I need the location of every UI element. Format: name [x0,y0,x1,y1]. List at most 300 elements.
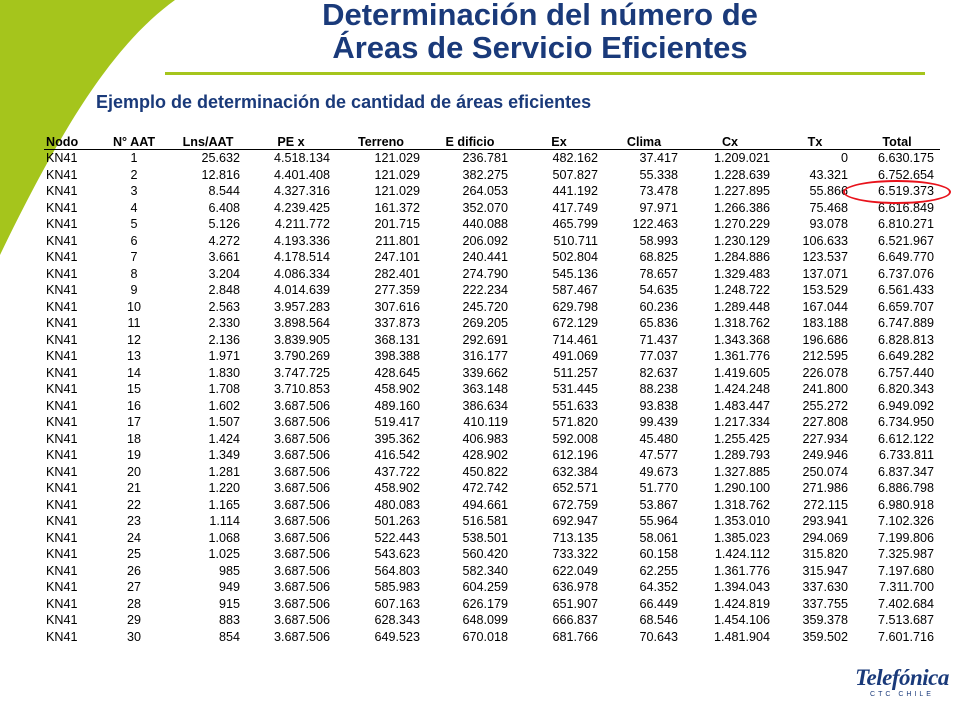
column-header: Clima [604,134,684,150]
table-cell: 55.338 [639,167,678,182]
title-underline [165,72,925,75]
table-cell: 183.188 [802,316,848,331]
table-cell: 8 [130,266,138,281]
table-cell: 73.478 [639,184,678,199]
table-cell: KN41 [46,316,78,331]
table-cell: 519.417 [374,415,420,430]
table-cell: 3.839.905 [273,332,330,347]
table-cell: KN41 [46,596,78,611]
table-cell: 733.322 [552,547,598,562]
table-cell: 58.993 [639,233,678,248]
table-cell: 206.092 [462,233,508,248]
table-cell: 5 [130,217,138,232]
table-row [44,398,940,415]
table-cell: 37.417 [639,151,678,166]
table-cell: 1.281 [208,464,240,479]
table-cell: 564.803 [374,563,420,578]
table-cell: KN41 [46,464,78,479]
table-cell: 337.630 [802,580,848,595]
table-cell: 30 [126,629,141,644]
table-cell: 4.518.134 [273,151,330,166]
table-cell: 651.907 [552,596,598,611]
table-cell: 1.481.904 [713,629,770,644]
table-cell: 1.228.639 [713,167,770,182]
table-cell: 58.061 [639,530,678,545]
table-cell: 6.649.770 [877,250,934,265]
table-cell: 592.008 [552,431,598,446]
table-cell: 93.838 [639,398,678,413]
table-cell: 494.661 [462,497,508,512]
table-cell: 626.179 [462,596,508,611]
table-cell: 6.757.440 [877,365,934,380]
table-cell: KN41 [46,250,78,265]
table-cell: KN41 [46,547,78,562]
column-header: Terreno [336,134,426,150]
table-cell: 16 [126,398,141,413]
table-cell: 649.523 [374,629,420,644]
table-cell: 3.790.269 [273,349,330,364]
table-cell: 282.401 [374,266,420,281]
table-cell: 7.311.700 [878,580,934,595]
table-cell: 3.687.506 [273,464,330,479]
telefonica-logo [852,666,952,698]
table-cell: 82.637 [639,365,678,380]
table-cell: KN41 [46,167,78,182]
table-cell: 1.394.043 [713,580,770,595]
column-header: PE x [246,134,336,150]
table-cell: 7.199.806 [877,530,934,545]
table-cell: KN41 [46,332,78,347]
table-row [44,315,940,332]
table-cell: 6.820.343 [877,382,934,397]
table-cell: 1.220 [208,481,240,496]
column-header: E dificio [426,134,514,150]
table-cell: 516.581 [462,514,508,529]
table-cell: 1.318.762 [713,497,770,512]
table-cell: 14 [126,365,141,380]
table-cell: 19 [126,448,141,463]
table-cell: KN41 [46,299,78,314]
table-cell: 4.327.316 [273,184,330,199]
table-row [44,150,940,167]
table-row [44,629,940,646]
table-row [44,464,940,481]
table-cell: 482.162 [552,151,598,166]
table-cell: KN41 [46,415,78,430]
table-cell: 43.321 [809,167,848,182]
table-cell: 240.441 [462,250,508,265]
table-cell: 359.378 [802,613,848,628]
table-cell: 1.385.023 [713,530,770,545]
table-cell: 6.828.813 [877,332,934,347]
table-cell: 121.029 [374,184,420,199]
table-cell: 670.018 [462,629,508,644]
table-cell: 211.801 [375,233,420,248]
table-cell: KN41 [46,481,78,496]
table-cell: 352.070 [462,200,508,215]
table-cell: 607.163 [374,596,420,611]
table-cell: 339.662 [462,365,508,380]
table-cell: 4.272 [208,233,240,248]
table-cell: 337.755 [802,596,848,611]
table-cell: 4.086.334 [273,266,330,281]
table-cell: 672.759 [552,497,598,512]
table-cell: 681.766 [552,629,598,644]
table-cell: KN41 [46,365,78,380]
table-cell: 12.816 [201,167,240,182]
table-row [44,167,940,184]
table-cell: 97.971 [639,200,678,215]
table-cell: 1.068 [208,530,240,545]
table-cell: 1.424.112 [714,547,770,562]
table-cell: 560.420 [462,547,508,562]
table-cell: 3.687.506 [273,448,330,463]
column-header: Tx [776,134,854,150]
table-cell: 2.136 [208,332,240,347]
table-cell: 410.119 [463,415,508,430]
table-cell: 18 [126,431,141,446]
table-cell: 4.239.425 [273,200,330,215]
table-cell: 269.205 [462,316,508,331]
table-cell: 666.837 [552,613,598,628]
table-cell: KN41 [46,530,78,545]
table-cell: 1.454.106 [713,613,770,628]
table-cell: 1.507 [208,415,240,430]
table-cell: 20 [126,464,141,479]
table-row [44,546,940,563]
table-cell: 70.643 [639,629,678,644]
table-cell: 538.501 [462,530,508,545]
table-cell: 636.978 [552,580,598,595]
table-cell: 6.949.092 [877,398,934,413]
table-cell: 854 [218,629,240,644]
table-cell: 3.687.506 [273,613,330,628]
table-row [44,596,940,613]
table-cell: 161.372 [374,200,420,215]
table-cell: 3.687.506 [273,398,330,413]
table-cell: KN41 [46,184,78,199]
table-cell: 949 [218,580,240,595]
table-cell: KN41 [46,283,78,298]
table-cell: 227.808 [802,415,848,430]
table-cell: 1 [130,151,138,166]
table-cell: 60.158 [639,547,678,562]
table-row [44,381,940,398]
table-row [44,183,940,200]
table-cell: 13 [126,349,141,364]
table-cell: 4.178.514 [273,250,330,265]
table-row [44,497,940,514]
table-cell: 64.352 [639,580,678,595]
table-cell: 1.266.386 [713,200,770,215]
table-cell: 3.687.506 [273,580,330,595]
table-cell: 3.687.506 [273,497,330,512]
table-cell: 1.248.722 [713,283,770,298]
table-cell: 1.284.886 [713,250,770,265]
table-cell: 1.290.100 [713,481,770,496]
table-cell: 440.088 [462,217,508,232]
table-cell: 1.318.762 [713,316,770,331]
table-row [44,579,940,596]
table-cell: 713.135 [552,530,598,545]
table-cell: 648.099 [462,613,508,628]
table-cell: 458.902 [374,481,420,496]
table-cell: 51.770 [639,481,678,496]
table-cell: KN41 [46,266,78,281]
table-cell: 883 [218,613,240,628]
table-cell: 510.711 [553,233,598,248]
table-cell: 49.673 [639,464,678,479]
table-cell: 337.873 [374,316,420,331]
table-cell: 571.820 [552,415,598,430]
table-cell: KN41 [46,382,78,397]
table-cell: KN41 [46,233,78,248]
table-cell: 1.025 [208,547,240,562]
logo-wordmark: Telefónica [855,665,949,690]
table-cell: 3.687.506 [273,431,330,446]
table-cell: 3 [130,184,138,199]
table-row [44,513,940,530]
table-cell: 502.804 [552,250,598,265]
highlight-circle [843,180,951,204]
table-cell: 1.424 [208,431,240,446]
table-cell: 277.359 [374,283,420,298]
table-cell: KN41 [46,613,78,628]
table-cell: 545.136 [552,266,598,281]
table-header-row [44,134,940,150]
table-cell: 3.661 [208,250,240,265]
table-cell: 1.424.248 [713,382,770,397]
table-cell: 88.238 [639,382,678,397]
table-cell: 245.720 [462,299,508,314]
table-cell: 6.616.849 [877,200,934,215]
table-cell: 196.686 [802,332,848,347]
table-cell: 6.408 [208,200,240,215]
table-cell: 398.388 [374,349,420,364]
table-cell: 7.102.326 [877,514,934,529]
cost-table [44,134,940,645]
table-row [44,216,940,233]
table-cell: 1.327.885 [713,464,770,479]
table-cell: 3.687.506 [273,547,330,562]
table-cell: 25.632 [201,151,240,166]
table-cell: 7.513.687 [877,613,934,628]
table-cell: KN41 [46,398,78,413]
table-cell: 428.645 [374,365,420,380]
table-cell: 212.595 [802,349,848,364]
table-cell: 465.799 [552,217,598,232]
table-cell: 3.957.283 [273,299,330,314]
table-cell: 1.343.368 [713,332,770,347]
table-cell: 531.445 [552,382,598,397]
subtitle: Ejemplo de determinación de cantidad de áreas eficientes [96,92,592,112]
table-row [44,233,940,250]
table-cell: 7 [130,250,138,265]
table-cell: 2.563 [208,299,240,314]
table-row [44,447,940,464]
table-cell: KN41 [46,431,78,446]
table-cell: 2.330 [208,316,240,331]
table-cell: 472.742 [462,481,508,496]
table-cell: 6.747.889 [877,316,934,331]
table-cell: 1.602 [208,398,240,413]
table-cell: 106.633 [802,233,848,248]
table-cell: 1.255.425 [713,431,770,446]
table-cell: 632.384 [552,464,598,479]
table-cell: 1.227.895 [713,184,770,199]
table-cell: 585.983 [374,580,420,595]
table-cell: 29 [126,613,141,628]
table-cell: 628.343 [374,613,420,628]
table-cell: 249.946 [802,448,848,463]
page-title [160,0,920,64]
table-row [44,530,940,547]
table-cell: KN41 [46,349,78,364]
table-cell: 315.820 [802,547,848,562]
table-cell: 1.329.483 [713,266,770,281]
table-cell: 1.424.819 [713,596,770,611]
table-cell: 2.848 [208,283,240,298]
table-cell: 6.630.175 [877,151,934,166]
table-cell: 3.710.853 [273,382,330,397]
table-cell: 65.836 [639,316,678,331]
table-cell: 22 [126,497,141,512]
table-cell: 985 [218,563,240,578]
table-row [44,414,940,431]
table-row [44,332,940,349]
column-header: Cx [684,134,776,150]
table-cell: 6.837.347 [877,464,934,479]
table-cell: 6.810.271 [877,217,934,232]
table-cell: KN41 [46,200,78,215]
table-cell: 11 [127,316,141,331]
table-cell: 3.687.506 [273,629,330,644]
table-cell: 274.790 [462,266,508,281]
table-cell: 359.502 [802,629,848,644]
table-cell: 226.078 [802,365,848,380]
table-cell: 1.209.021 [713,151,770,166]
table-cell: 417.749 [552,200,598,215]
table-cell: 272.115 [803,497,848,512]
table-cell: 5.126 [208,217,240,232]
table-cell: 406.983 [462,431,508,446]
table-cell: 3.687.506 [273,514,330,529]
table-row [44,480,940,497]
table-cell: 15 [126,382,141,397]
table-cell: 1.483.447 [713,398,770,413]
table-cell: 428.902 [462,448,508,463]
table-cell: 241.800 [802,382,848,397]
table-cell: 6.561.433 [877,283,934,298]
table-cell: 3.687.506 [273,530,330,545]
table-cell: 27 [126,580,141,595]
table-cell: 222.234 [462,283,508,298]
table-cell: 4.193.336 [273,233,330,248]
table-cell: 307.616 [374,299,420,314]
table-cell: 9 [130,283,138,298]
table-cell: 368.131 [374,332,420,347]
table-cell: 6.519.373 [877,184,934,199]
table-cell: 1.830 [208,365,240,380]
table-cell: KN41 [46,217,78,232]
table-cell: 382.275 [462,167,508,182]
table-row [44,431,940,448]
table-cell: 1.419.605 [713,365,770,380]
table-cell: 8.544 [208,184,240,199]
table-cell: 416.542 [374,448,420,463]
table-cell: 121.029 [374,151,420,166]
table-cell: 26 [126,563,141,578]
table-cell: 316.177 [462,349,508,364]
table-cell: 7.197.680 [877,563,934,578]
table-cell: KN41 [46,448,78,463]
table-row [44,365,940,382]
table-cell: 153.529 [802,283,848,298]
table-row [44,282,940,299]
table-cell: 450.822 [462,464,508,479]
table-cell: 68.546 [639,613,678,628]
table-cell: 692.947 [552,514,598,529]
table-cell: 4.401.408 [273,167,330,182]
column-header: Nodo [44,134,98,150]
table-cell: 21 [126,481,141,496]
table-cell: 1.361.776 [713,563,770,578]
table-cell: 6.649.282 [877,349,934,364]
table-cell: 315.947 [802,563,848,578]
table-cell: 915 [218,596,240,611]
table-cell: 247.101 [374,250,420,265]
table-cell: 480.083 [374,497,420,512]
table-cell: 1.165 [208,497,240,512]
table-row [44,612,940,629]
table-row [44,563,940,580]
table-cell: 1.114 [209,514,240,529]
table-cell: 60.236 [639,299,678,314]
table-cell: 99.439 [639,415,678,430]
table-cell: 6 [130,233,138,248]
table-row [44,266,940,283]
table-cell: 271.986 [802,481,848,496]
table-cell: 77.037 [639,349,678,364]
table-cell: 23 [126,514,141,529]
table-cell: 7.325.987 [877,547,934,562]
table-cell: 543.623 [374,547,420,562]
table-cell: 3.898.564 [273,316,330,331]
title-line-2: Áreas de Servicio Eficientes [332,30,748,65]
table-cell: 167.044 [802,299,848,314]
table-cell: 227.934 [802,431,848,446]
table-cell: 6.886.798 [877,481,934,496]
table-cell: KN41 [46,151,78,166]
table-row [44,348,940,365]
table-cell: 1.289.448 [713,299,770,314]
table-cell: 54.635 [639,283,678,298]
table-cell: 6.734.950 [877,415,934,430]
table-cell: 437.722 [374,464,420,479]
table-cell: 604.259 [462,580,508,595]
table-cell: 47.577 [639,448,678,463]
table-cell: 123.537 [802,250,848,265]
table-cell: 3.687.506 [273,481,330,496]
table-cell: 121.029 [374,167,420,182]
table-cell: KN41 [46,580,78,595]
table-cell: 6.737.076 [877,266,934,281]
table-cell: 236.781 [462,151,508,166]
table-body [44,150,940,646]
table-cell: 201.715 [374,217,420,232]
table-row [44,299,940,316]
table-cell: 1.353.010 [713,514,770,529]
